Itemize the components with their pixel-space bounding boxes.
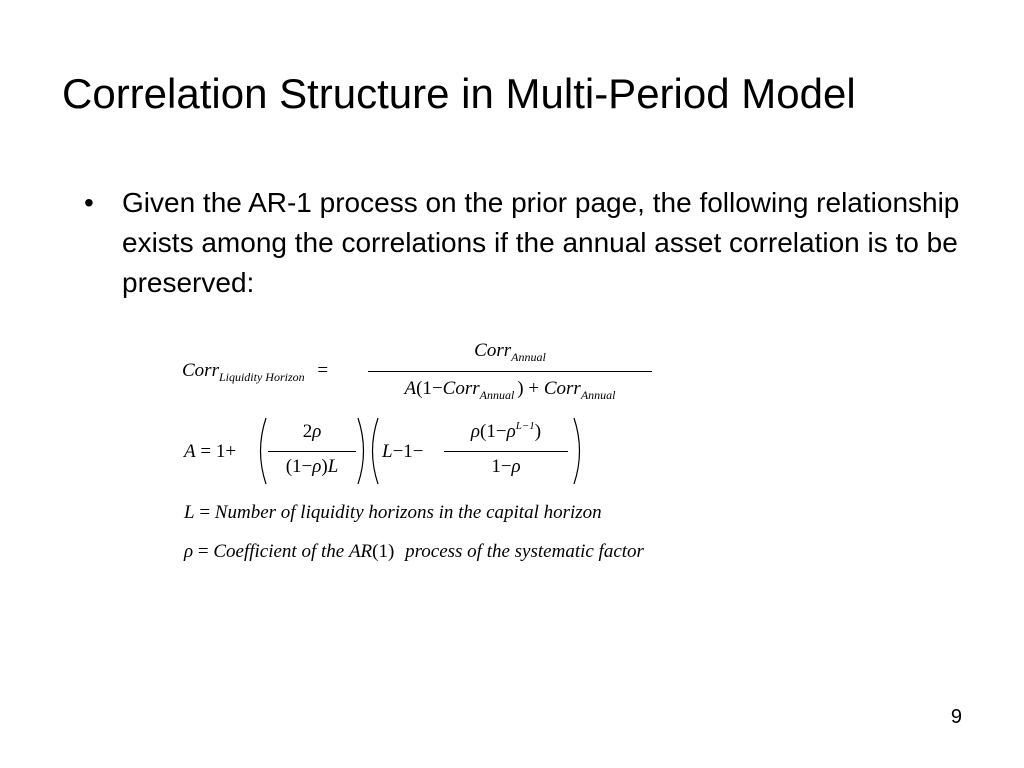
definition-l bbox=[184, 502, 602, 524]
eq1-den-a: A bbox=[404, 378, 417, 399]
eq1-den-sub1: Annual bbox=[479, 388, 515, 402]
eq2-a: A bbox=[184, 441, 196, 462]
eq2-right-paren-2 bbox=[572, 416, 586, 486]
eq2-frac2-open: (1− bbox=[480, 421, 507, 442]
eq1-num-subscript: Annual bbox=[511, 350, 546, 364]
def-rho-text-b: process of the systematic factor bbox=[405, 541, 644, 562]
bullet-item bbox=[84, 183, 974, 303]
def-rho-equals: = bbox=[197, 541, 209, 562]
eq2-left-paren-1 bbox=[254, 416, 268, 486]
definition-rho bbox=[184, 541, 644, 563]
eq2-frac2-numerator bbox=[444, 421, 568, 443]
eq2-frac2-close: ) bbox=[534, 421, 542, 442]
eq1-lhs-var: Corr bbox=[182, 360, 219, 381]
def-l-equals: = bbox=[199, 502, 211, 523]
eq1-den-sub2: Annual bbox=[580, 388, 616, 402]
eq2-frac2-rho2: ρ bbox=[506, 421, 516, 442]
page-number: 9 bbox=[950, 706, 962, 728]
eq1-den-minus: − bbox=[431, 378, 443, 399]
slide-title: Correlation Structure in Multi-Period Model bbox=[62, 70, 856, 117]
bullet-text: Given the AR-1 process on the prior page, the following relationship exists among the correlations if the annual asset correlation is to be preserved: bbox=[122, 187, 960, 298]
eq2-frac2-rho: ρ bbox=[470, 421, 481, 442]
def-l-symbol: L bbox=[184, 502, 195, 523]
bullet-marker: • bbox=[84, 187, 94, 218]
eq2-l-minus-one bbox=[382, 441, 424, 463]
eq1-den-corr1: Corr bbox=[442, 378, 480, 399]
eq2-minus-one-minus: −1− bbox=[392, 441, 424, 462]
eq2-frac1-bar bbox=[268, 451, 356, 452]
eq1-equals: = bbox=[317, 360, 329, 381]
eq2-left-paren-2 bbox=[366, 416, 380, 486]
eq1-den-close-plus: ) + bbox=[517, 378, 540, 399]
eq1-numerator bbox=[368, 340, 652, 362]
eq2-frac1-rho: ρ bbox=[312, 421, 322, 442]
eq2-frac1-denominator bbox=[268, 456, 356, 478]
eq2-frac2-den-rho: ρ bbox=[511, 456, 521, 477]
def-l-text: Number of liquidity horizons in the capital horizon bbox=[214, 502, 602, 523]
eq1-lhs bbox=[182, 360, 328, 382]
eq2-equals-one-plus: = 1+ bbox=[200, 441, 237, 462]
eq2-frac1-den-close: ) bbox=[321, 456, 328, 477]
def-rho-paren: (1) bbox=[372, 541, 395, 562]
eq2-frac1-den-open: (1− bbox=[285, 456, 313, 477]
eq1-den-open: (1 bbox=[416, 378, 432, 399]
eq2-frac2-bar bbox=[444, 451, 568, 452]
eq2-fraction-1 bbox=[268, 421, 356, 483]
eq1-lhs-subscript: Liquidity Horizon bbox=[218, 370, 305, 384]
def-rho-symbol: ρ bbox=[184, 541, 194, 562]
eq2-frac2-exponent: L−1 bbox=[515, 420, 535, 432]
eq2-fraction-2 bbox=[444, 421, 568, 483]
eq2-frac2-den-one-minus: 1− bbox=[491, 456, 512, 477]
eq2-lhs bbox=[184, 441, 236, 463]
eq1-num-var: Corr bbox=[474, 340, 512, 361]
eq1-den-corr2: Corr bbox=[543, 378, 581, 399]
eq2-frac1-den-rho: ρ bbox=[312, 456, 322, 477]
def-rho-text-a: Coefficient of the bbox=[213, 541, 345, 562]
eq1-denominator bbox=[368, 378, 652, 400]
eq1-fraction bbox=[368, 340, 652, 410]
def-rho-ar: AR bbox=[348, 541, 373, 562]
eq2-frac1-numerator bbox=[268, 421, 356, 443]
eq2-frac1-den-l: L bbox=[327, 456, 339, 477]
eq1-fraction-bar bbox=[368, 371, 652, 372]
eq2-frac1-two: 2 bbox=[302, 421, 313, 442]
eq2-l: L bbox=[382, 441, 393, 462]
eq2-frac2-denominator bbox=[444, 456, 568, 478]
